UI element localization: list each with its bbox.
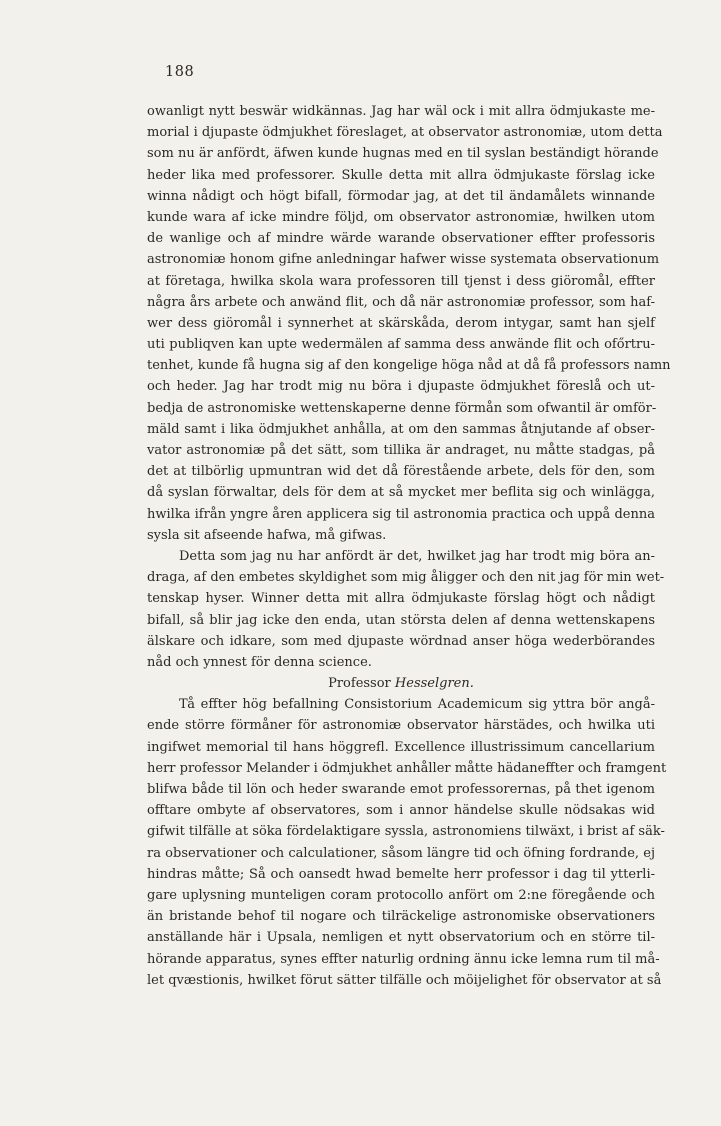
text-line <box>147 885 655 906</box>
text-line <box>147 292 655 313</box>
text-line <box>147 949 660 970</box>
line-text: blifwa både til lön och heder swarande emot professorernas, på thet igenom <box>147 782 655 797</box>
line-text: herr professor Melander i ödmjukhet anhåller måtte hädaneffter och framgent <box>147 760 667 776</box>
line-text: de wanlige och af mindre wärde warande observationer effter professoris <box>147 231 655 247</box>
text-line <box>147 334 655 355</box>
line-text: hindras måtte; Så och oansedt hwad bemelte herr professor i dag til ytterli- <box>147 866 655 882</box>
text-line <box>147 737 655 758</box>
line-text: gare uplysning munteligen coram protocollo anfört om 2:ne föregående och <box>147 887 655 903</box>
text-line <box>147 715 655 736</box>
line-text: Detta som jag nu har anfördt är det, hwilket jag har trodt mig böra an- <box>179 548 655 564</box>
line-text: bedja de astronomiske wettenskaperne denne förmån som ofwantil är omför- <box>147 400 657 416</box>
line-text: det at tilbörlig upmuntran wid det då förestående arbete, dels för den, som <box>147 464 655 480</box>
line-text: astronomiæ honom gifne anledningar hafwer wisse systemata observationum <box>147 252 660 268</box>
page-number: 188 <box>165 64 195 80</box>
line-text: winna nådigt och högt bifall, förmodar jag, at det til ändamålets winnande <box>147 188 655 204</box>
text-line <box>147 440 655 461</box>
text-line <box>147 398 655 419</box>
line-text: några års arbete och anwänd flit, och då när astronomiæ professor, som haf- <box>147 294 655 310</box>
text-line <box>147 504 655 525</box>
line-text: vator astronomiæ på det sätt, som tillika är andraget, nu måtte stadgas, på <box>147 443 655 458</box>
line-text: at företaga, hwilka skola wara professoren till tjenst i dess giöromål, effter <box>147 273 655 289</box>
text-line <box>147 165 655 186</box>
line-text: owanligt nytt beswär widkännas. Jag har wäl ock i mit allra ödmjukaste me- <box>147 104 655 119</box>
text-line <box>147 143 659 164</box>
line-text: hwilka ifrån yngre åren applicera sig til astronomia practica och uppå denna <box>147 506 655 522</box>
line-text: och heder. Jag har trodt mig nu böra i djupaste ödmjukhet föreslå och ut- <box>147 379 655 395</box>
text-line <box>147 927 655 948</box>
text-line <box>147 122 663 143</box>
text-line <box>147 610 655 631</box>
line-text: än bristande behof til nogare och tilräckelige astronomiske observationers <box>147 909 655 925</box>
line-text: nåd och ynnest för denna science. <box>147 654 372 670</box>
line-text: sysla sit afseende hafwa, må gifwas. <box>147 527 387 543</box>
line-text: wer dess giöromål i synnerhet at skärskåda, derom intygar, samt han sjelf <box>147 315 655 331</box>
text-line <box>147 419 655 440</box>
line-text: offtare ombyte af observatores, som i annor händelse skulle nödsakas wid <box>147 803 655 819</box>
text-line <box>147 313 655 334</box>
text-line <box>147 758 667 779</box>
text-line <box>147 376 655 397</box>
text-line <box>147 631 655 652</box>
author-name: Hesselgren. <box>394 676 474 692</box>
line-text: Professor <box>328 676 391 692</box>
line-text: morial i djupaste ödmjukhet föreslaget, at observator astronomiæ, utom detta <box>147 125 663 141</box>
text-line <box>147 546 655 567</box>
text-line <box>147 800 655 821</box>
text-line <box>147 970 662 991</box>
text-line <box>147 249 660 270</box>
text-line <box>147 864 655 885</box>
text-line <box>147 482 655 503</box>
line-text: kunde wara af icke mindre följd, om observator astronomiæ, hwilken utom <box>147 209 655 225</box>
line-text: let qvæstionis, hwilket förut sätter tilfälle och möijelighet för observator at så <box>147 972 662 988</box>
line-text: Tå effter hög befallning Consistorium Academicum sig yttra bör angå- <box>179 697 655 713</box>
line-text: hörande apparatus, synes effter naturlig ordning ännu icke lemna rum til må- <box>147 951 660 967</box>
text-line <box>147 271 655 292</box>
text-line <box>147 652 655 673</box>
text-line <box>147 101 655 122</box>
text-line <box>147 355 671 376</box>
line-text: uti publiqven kan upte wedermälen af samma dess anwände flit och ofőrtru- <box>147 337 655 353</box>
text-line <box>147 779 655 800</box>
line-text: tenskap hyser. Winner detta mit allra ödmjukaste förslag högt och nådigt <box>147 591 655 607</box>
line-text: draga, af den embetes skyldighet som mig åligger och den nit jag för min wet- <box>147 570 665 586</box>
text-line <box>147 525 655 546</box>
line-text: gifwit tilfälle at söka fördelaktigare syssla, astronomiens tilwäxt, i brist af säk- <box>147 824 665 840</box>
text-line <box>147 843 655 864</box>
line-text: mäld samt i lika ödmjukhet anhålla, at om den sammas åtnjutande af obser- <box>147 421 655 437</box>
text-line <box>147 694 655 715</box>
line-text: då syslan förwaltar, dels för dem at så mycket mer beflita sig och winlägga, <box>147 485 655 501</box>
line-text: älskare och idkare, som med djupaste wördnad anser höga wederbörandes <box>147 633 655 649</box>
line-text: heder lika med professorer. Skulle detta mit allra ödmjukaste förslag icke <box>147 167 655 183</box>
line-text: ingifwet memorial til hans höggrefl. Excellence illustrissimum cancellarium <box>147 739 655 755</box>
text-line <box>147 906 655 927</box>
text-line <box>147 821 665 842</box>
line-text: tenhet, kunde få hugna sig af den kongelige höga nåd at då få professors namn <box>147 358 671 374</box>
text-line <box>147 207 655 228</box>
text-line <box>147 461 655 482</box>
line-text: anställande här i Upsala, nemligen et nytt observatorium och en större til- <box>147 930 655 946</box>
body-text <box>147 101 671 991</box>
text-line <box>147 228 655 249</box>
line-text: ra observationer och calculationer, såsom längre tid och öfning fordrande, ej <box>147 845 655 861</box>
text-line <box>147 567 665 588</box>
text-line <box>147 588 655 609</box>
text-line <box>147 186 655 207</box>
line-text: bifall, så blir jag icke den enda, utan största delen af denna wettenskapens <box>147 612 655 628</box>
line-text: ende större förmåner för astronomiæ observator härstädes, och hwilka uti <box>147 718 655 734</box>
section-heading <box>147 673 655 694</box>
line-text: som nu är anfördt, äfwen kunde hugnas med en til syslan beständigt hörande <box>147 146 659 162</box>
